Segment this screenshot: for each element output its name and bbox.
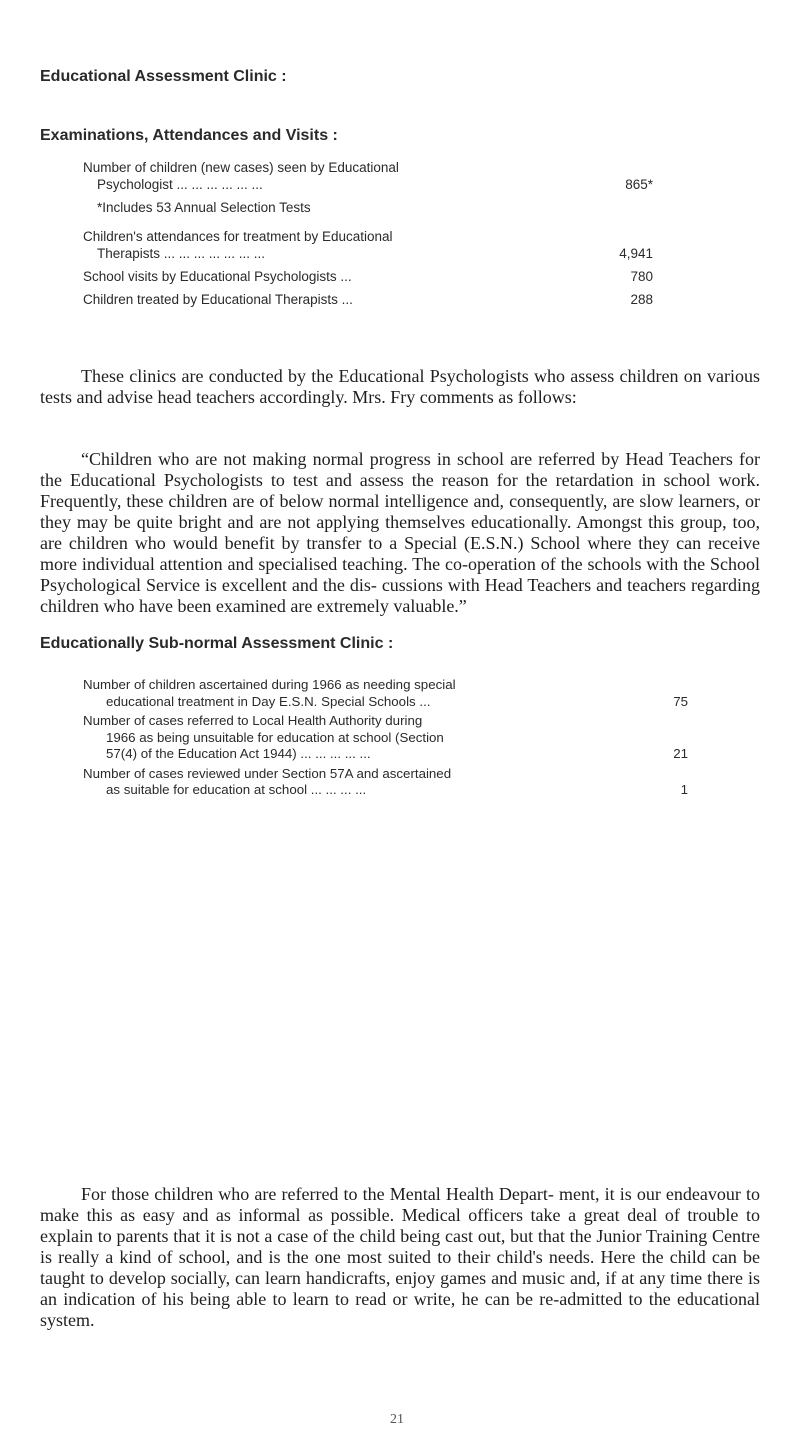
stat-label-line: Number of children ascertained during 1966 as needing special xyxy=(83,677,456,692)
stat-footnote: *Includes 53 Annual Selection Tests xyxy=(97,200,311,215)
stat-value: 865* xyxy=(625,177,653,192)
stat-label-line: as suitable for education at school ... ... ... ... xyxy=(106,782,367,797)
stat-row-reviewed-cases xyxy=(83,766,688,799)
stat-row-school-visits xyxy=(83,268,653,285)
stat-row-new-cases xyxy=(83,159,653,193)
stat-label-line: 57(4) of the Education Act 1944) ... ... ... ... ... xyxy=(106,746,371,761)
stat-label-line: Number of cases referred to Local Health Authority during xyxy=(83,713,423,728)
body-paragraph-mental-health: For those children who are referred to the Mental Health Depart- ment, it is our endeavour to make this as easy and as informal as possible. Medical officers take a great deal of trouble to explain to parents that it is not a case of the child being cast out, but that the Junior Training Centre is really a kind of school, and is the one most suited to their child's needs. Here the child can be taught to develop socially, can learn handicrafts, enjoy games and music and, if at any time there is an indication of his being able to learn to read or write, he can be re-admitted to the educational system. xyxy=(40,1184,760,1330)
stat-label-line: School visits by Educational Psychologists ... xyxy=(83,269,352,284)
examinations-heading: Examinations, Attendances and Visits : xyxy=(40,127,338,144)
body-paragraph-quote: “Children who are not making normal progress in school are referred by Head Teachers for the Educational Psychologists to test and assess the reason for the retardation in school work. Frequently, these children are of below normal intelligence and, consequently, are slow learners, or they may be quite bright and are not applying themselves educationally. Amongst this group, too, are children who would benefit by transfer to a Special (E.S.N.) School where they can receive more individual attention and specialised teaching. The co-operation of the schools with the School Psychological Service is excellent and the dis- cussions with Head Teachers and teachers regarding children who have been examined are extremely valuable.” xyxy=(40,449,760,616)
stat-value: 780 xyxy=(630,269,653,284)
clinic-heading: Educational Assessment Clinic : xyxy=(40,68,287,85)
page-number: 21 xyxy=(390,1412,404,1427)
stat-row-attendances xyxy=(83,228,653,262)
stat-value: 1 xyxy=(680,782,688,797)
stat-label-line: Number of cases reviewed under Section 57A and ascertained xyxy=(83,765,452,781)
stat-value: 4,941 xyxy=(619,246,653,261)
stat-label-line: Number of children (new cases) seen by Educational xyxy=(83,160,399,175)
stat-value: 75 xyxy=(673,693,688,709)
stat-label-line: Therapists ... ... ... ... ... ... ... xyxy=(97,246,266,261)
body-paragraph-intro: These clinics are conducted by the Educational Psychologists who assess children on various tests and advise head teachers accordingly. Mrs. Fry comments as follows: xyxy=(40,366,760,407)
stat-row-special-treatment xyxy=(83,677,688,710)
stat-label-line: 1966 as being unsuitable for education at school (Section xyxy=(106,729,444,745)
stat-label-line: Psychologist ... ... ... ... ... ... xyxy=(97,177,263,192)
esn-stats-table xyxy=(83,677,688,802)
stat-label-line: Children treated by Educational Therapists ... xyxy=(83,292,353,307)
stat-value: 288 xyxy=(630,292,653,307)
stat-label-line: Children's attendances for treatment by Educational xyxy=(83,229,393,244)
examinations-stats-table xyxy=(83,159,653,314)
esn-heading: Educationally Sub-normal Assessment Clinic : xyxy=(40,635,394,652)
stat-label-line: educational treatment in Day E.S.N. Special Schools ... xyxy=(106,693,431,709)
stat-row-referred-cases xyxy=(83,713,688,763)
stat-row-children-treated xyxy=(83,291,653,308)
stat-value: 21 xyxy=(673,746,688,761)
